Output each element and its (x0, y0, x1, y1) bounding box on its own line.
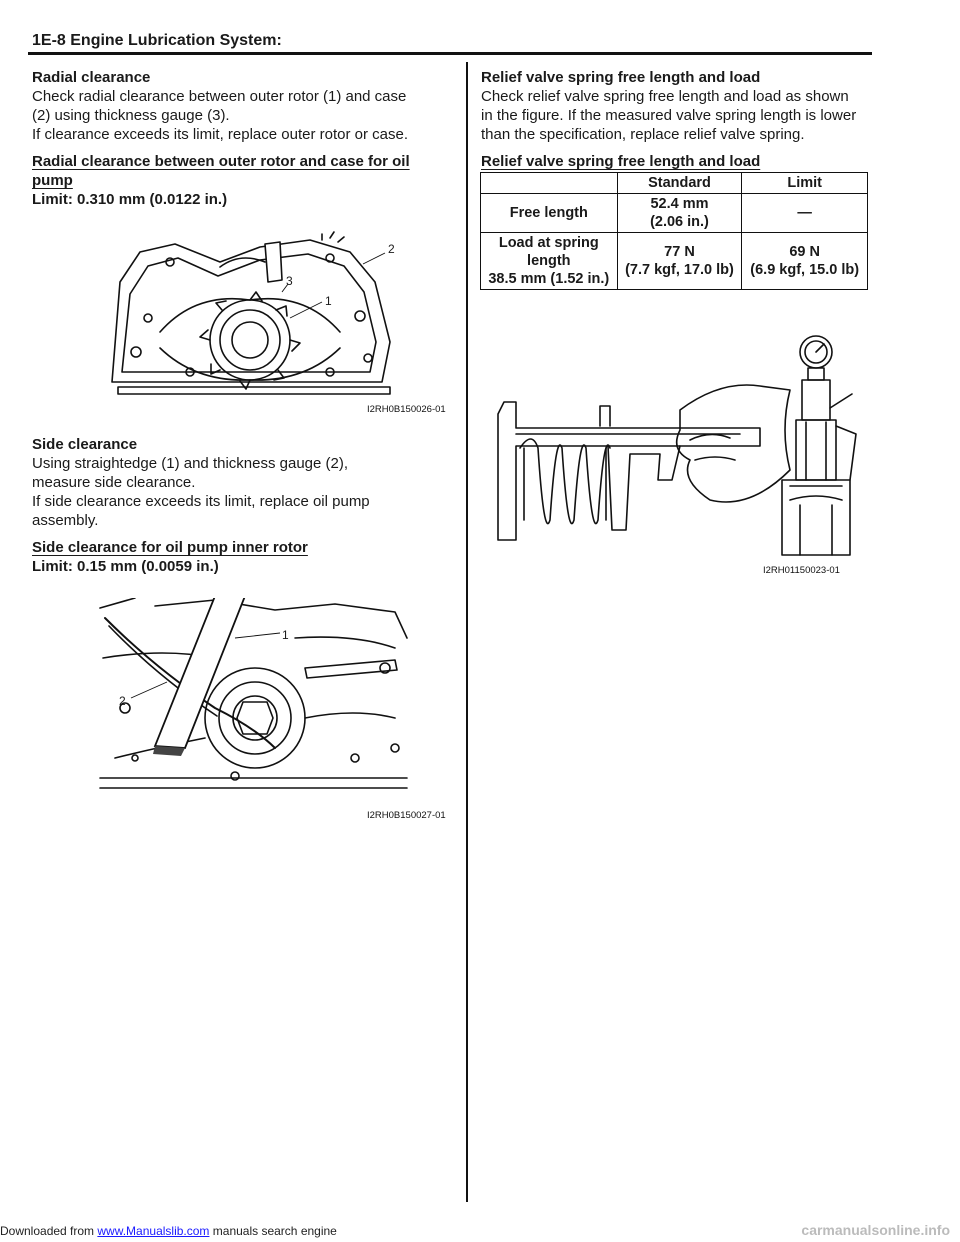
row-limit (742, 233, 868, 290)
side-text-line-3: If side clearance exceeds its limit, replace oil pump (32, 493, 370, 510)
row-label-text: length (527, 253, 571, 269)
relief-spring-figure (490, 330, 870, 565)
row-label (481, 194, 618, 233)
radial-clearance-heading: Radial clearance (32, 69, 151, 86)
side-clearance-section (32, 435, 452, 576)
page-header-title: 1E-8 Engine Lubrication System: (32, 32, 282, 49)
row-standard (617, 194, 742, 233)
side-text-line-4: assembly. (32, 512, 99, 529)
relief-text-line-1: Check relief valve spring free length and load as shown (481, 88, 849, 105)
right-column (481, 68, 871, 171)
figure-code-side: I2RH0B150027-01 (367, 810, 446, 821)
row-label-text: Load at spring (498, 235, 599, 251)
left-column (32, 68, 452, 209)
standard-value: 77 N (664, 244, 695, 260)
side-clearance-figure (95, 598, 415, 803)
radial-limit: Limit: 0.310 mm (0.0122 in.) (32, 191, 228, 208)
row-label-text: 38.5 mm (1.52 in.) (488, 271, 610, 287)
limit-value-alt: (6.9 kgf, 15.0 lb) (750, 262, 860, 278)
callout-3: 3 (286, 274, 293, 288)
radial-clearance-figure (100, 222, 450, 422)
table-header-row (481, 173, 868, 194)
table-row (481, 233, 868, 290)
relief-spec-title: Relief valve spring free length and load (481, 153, 761, 170)
side-text-line-1: Using straightedge (1) and thickness gauge (2), (32, 455, 349, 472)
row-label (481, 233, 618, 290)
footer-download-note (0, 1224, 337, 1238)
callout-1: 1 (325, 294, 332, 308)
relief-text-line-2: in the figure. If the measured valve spring length is lower (481, 107, 857, 124)
table-header-standard: Standard (617, 173, 742, 194)
relief-spec-table (480, 172, 868, 290)
manualslib-link[interactable]: www.Manualslib.com (97, 1224, 210, 1238)
side-spec-title: Side clearance for oil pump inner rotor (32, 539, 308, 556)
watermark-logo: carmanualsonline.info (801, 1222, 950, 1238)
side-clearance-heading: Side clearance (32, 436, 138, 453)
radial-spec-title-1: Radial clearance between outer rotor and case for oil (32, 153, 410, 170)
footer-prefix: Downloaded from (0, 1224, 98, 1238)
radial-text-line-3: If clearance exceeds its limit, replace outer rotor or case. (32, 126, 408, 143)
standard-value: 52.4 mm (650, 196, 709, 212)
callout-1-side: 1 (282, 628, 289, 642)
spring-measurement-illustration (490, 330, 870, 565)
row-limit (742, 194, 868, 233)
table-header-empty (481, 173, 618, 194)
callout-2: 2 (388, 242, 395, 256)
callout-2-side: 2 (119, 694, 126, 708)
radial-text-line-2: (2) using thickness gauge (3). (32, 107, 230, 124)
radial-spec-title-2: pump (32, 172, 73, 189)
oil-pump-radial-illustration (100, 222, 450, 422)
standard-value-alt: (7.7 kgf, 17.0 lb) (625, 262, 734, 278)
relief-valve-heading: Relief valve spring free length and load (481, 69, 761, 86)
standard-value-alt: (2.06 in.) (650, 214, 709, 230)
row-label-text: Free length (509, 205, 588, 221)
table-header-limit: Limit (742, 173, 868, 194)
header-rule (28, 52, 872, 55)
side-text-line-2: measure side clearance. (32, 474, 196, 491)
side-limit: Limit: 0.15 mm (0.0059 in.) (32, 558, 219, 575)
figure-code-relief: I2RH01150023-01 (763, 565, 840, 576)
limit-value: — (797, 205, 812, 221)
radial-text-line-1: Check radial clearance between outer rotor (1) and case (32, 88, 407, 105)
limit-value: 69 N (789, 244, 820, 260)
column-divider (466, 62, 468, 1202)
oil-pump-side-illustration (95, 598, 415, 803)
table-row (481, 194, 868, 233)
figure-code-radial: I2RH0B150026-01 (367, 404, 446, 415)
footer-suffix: manuals search engine (209, 1224, 337, 1238)
row-standard (617, 233, 742, 290)
relief-text-line-3: than the specification, replace relief valve spring. (481, 126, 805, 143)
